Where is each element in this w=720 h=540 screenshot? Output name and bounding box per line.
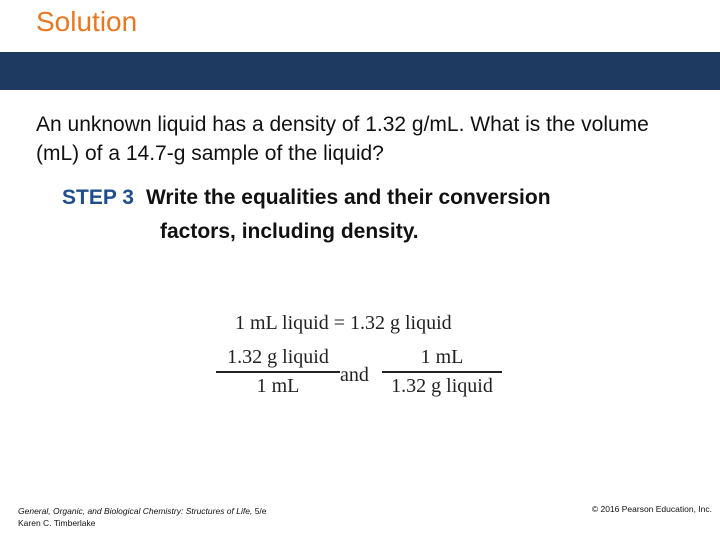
connector-and: and [340, 364, 369, 386]
conversion-math [210, 306, 510, 416]
step-label: STEP 3 [62, 186, 134, 209]
step-text-line2: factors, including density. [160, 220, 419, 243]
copyright-notice: © 2016 Pearson Education, Inc. [591, 504, 712, 514]
step-text-line1: Write the equalities and their conversion [145, 186, 551, 209]
density-equality: 1 mL liquid = 1.32 g liquid [235, 312, 452, 334]
factor1-numerator: 1.32 g liquid [227, 346, 329, 368]
header-bar [0, 52, 720, 90]
footer-citation [18, 505, 267, 529]
conversion-factor-1 [216, 346, 340, 398]
book-edition: 5/e [252, 506, 267, 516]
factor1-denominator: 1 mL [256, 374, 300, 397]
book-title: General, Organic, and Biological Chemistry: Structures of Life, [18, 506, 253, 516]
step-block [62, 181, 682, 249]
fraction-bar [382, 371, 502, 373]
factor2-numerator: 1 mL [420, 346, 464, 368]
fraction-bar [216, 371, 340, 373]
factor2-denominator: 1.32 g liquid [391, 374, 493, 397]
conversion-factor-2 [382, 346, 502, 398]
book-author: Karen C. Timberlake [18, 518, 96, 528]
slide-title: Solution [36, 6, 138, 37]
question-text: An unknown liquid has a density of 1.32 g/mL. What is the volume (mL) of a 14.7-g sample of the liquid? [36, 113, 649, 165]
